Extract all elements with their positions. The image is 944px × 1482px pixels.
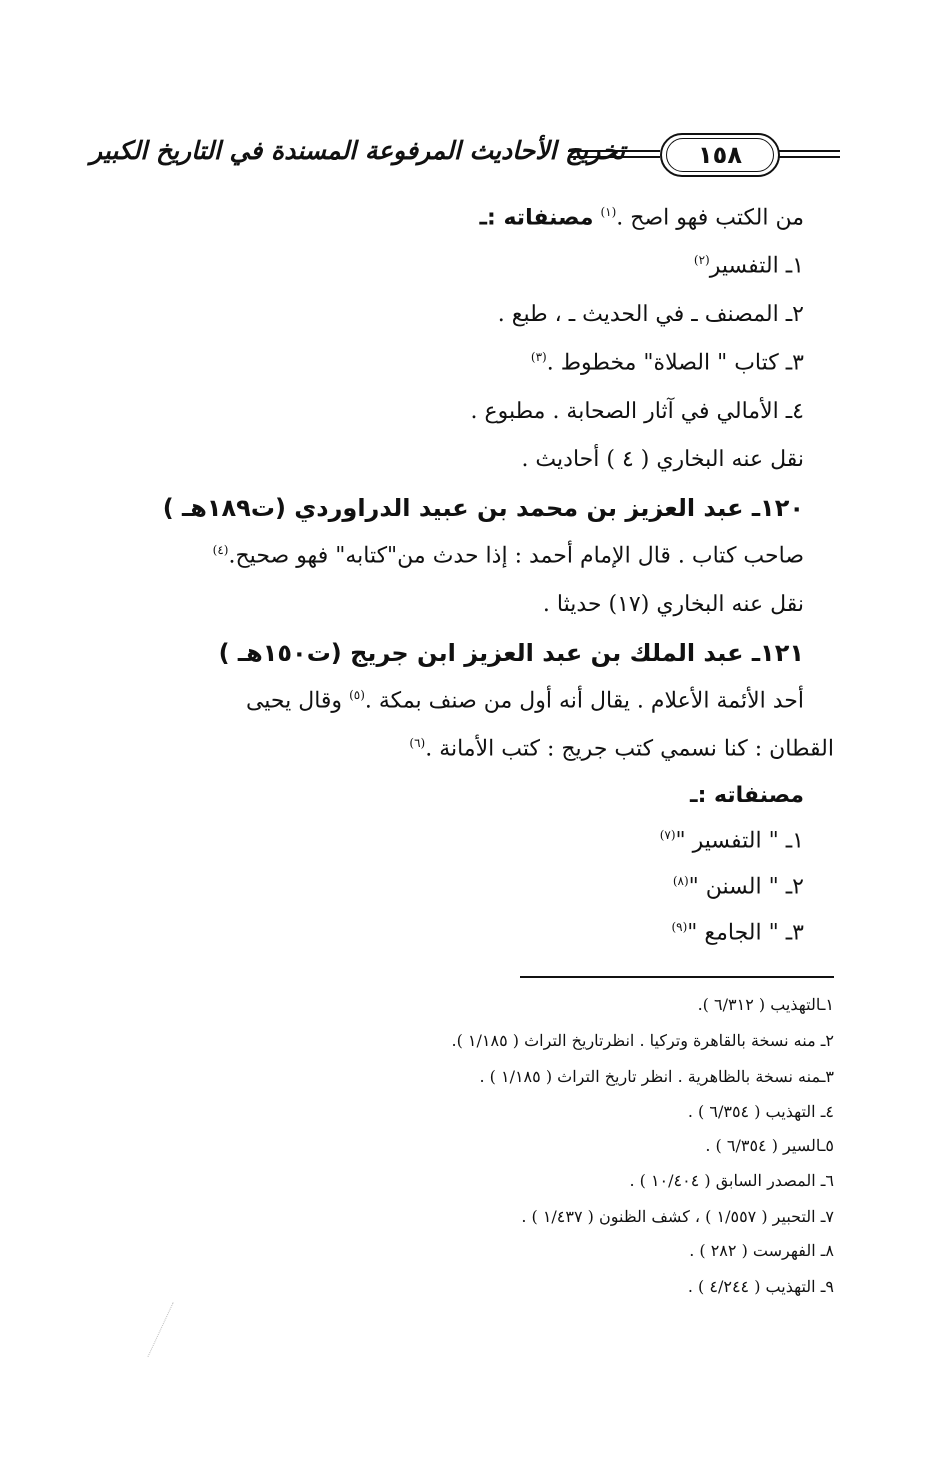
running-header xyxy=(90,128,840,188)
section-heading: مصنفاته :ـ xyxy=(479,205,594,231)
entry-heading: ١٢٠ـ عبد العزيز بن محمد بن عبيد الدراوردي (ت١٨٩هـ ) xyxy=(162,494,804,522)
list-item: ٢ـ " السنن "$^{(٨)}$ xyxy=(672,874,804,900)
list-item: ٢ـ المصنف ـ في الحديث ـ ، طبع . xyxy=(497,302,804,327)
header-title: تخريج الأحاديث المرفوعة المسندة في التاريخ الكبير xyxy=(90,136,626,165)
body-line: أحد الأئمة الأعلام . يقال أنه أول من صنف بمكة .$^{(٥)}$ وقال يحيى xyxy=(245,688,804,714)
footnote: ٥ـالسير ( ٦/٣٥٤ ) . xyxy=(705,1136,834,1155)
page-number: ١٥٨ xyxy=(660,133,780,177)
entry-heading: ١٢١ـ عبد الملك بن عبد العزيز ابن جريج (ت١٥٠هـ ) xyxy=(218,639,804,667)
footnote: ٦ـ المصدر السابق ( ١٠/٤٠٤ ) . xyxy=(629,1171,834,1190)
list-item: ١ـ " التفسير "$^{(٧)}$ xyxy=(659,828,804,854)
body-line: القطان : كنا نسمي كتب جريج : كتب الأمانة .$^{(٦)}$ xyxy=(409,736,834,762)
list-item: ١ـ التفسير$^{(٢)}$ xyxy=(693,253,804,279)
footnote: ٢ـ منه نسخة بالقاهرة وتركيا . انظرتاريخ التراث ( ١/١٨٥ ). xyxy=(451,1031,834,1050)
list-item: ٤ـ الأمالي في آثار الصحابة . مطبوع . xyxy=(470,399,804,424)
body-line: نقل عنه البخاري ( ٤ ) أحاديث . xyxy=(521,447,804,472)
footnote: ٨ـ الفهرست ( ٢٨٢ ) . xyxy=(689,1241,834,1260)
body-line: من الكتب فهو اصح .$^{(١)}$ مصنفاته :ـ xyxy=(479,205,804,231)
list-item: ٣ـ كتاب " الصلاة" مخطوط .$^{(٣)}$ xyxy=(530,350,804,376)
body-line: صاحب كتاب . قال الإمام أحمد : إذا حدث من"كتابه" فهو صحيح.$^{(٤)}$ xyxy=(212,543,804,569)
section-heading: مصنفاته :ـ xyxy=(690,783,804,808)
pencil-mark xyxy=(147,1302,175,1358)
footnote: ٤ـ التهذيب ( ٦/٣٥٤ ) . xyxy=(687,1102,834,1121)
footnote: ٣ـمنه نسخة بالظاهرية . انظر تاريخ التراث ( ١/١٨٥ ) . xyxy=(479,1067,834,1086)
footnote: ٧ـ التحبير ( ١/٥٥٧ ) ، كشف الظنون ( ١/٤٣٧ ) . xyxy=(521,1207,834,1226)
body-line: نقل عنه البخاري (١٧) حديثا . xyxy=(542,592,804,617)
footnote: ١ـالتهذيب ( ٦/٣١٢ ). xyxy=(697,995,834,1014)
footnote-separator xyxy=(520,976,834,978)
list-item: ٣ـ " الجامع "$^{(٩)}$ xyxy=(671,920,804,946)
footnote: ٩ـ التهذيب ( ٤/٢٤٤ ) . xyxy=(687,1277,834,1296)
header-rule-right xyxy=(778,150,840,158)
